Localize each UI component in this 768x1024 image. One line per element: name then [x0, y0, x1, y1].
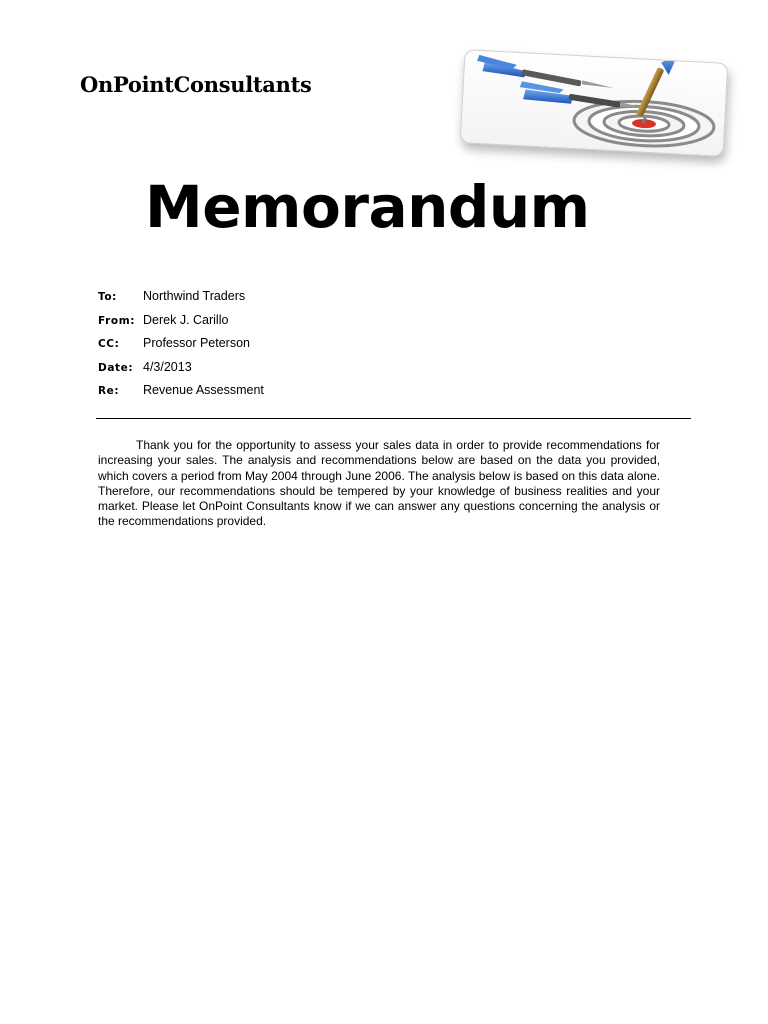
field-label-date: Date:: [98, 361, 134, 374]
field-label-re: Re:: [98, 385, 120, 397]
field-value-from: Derek J. Carillo: [143, 312, 229, 327]
field-cc: [98, 335, 690, 359]
field-value-to: Northwind Traders: [143, 289, 246, 303]
field-label-from: From:: [98, 314, 136, 327]
field-value-re: Revenue Assessment: [143, 383, 264, 397]
dartboard-with-darts-icon: [460, 49, 729, 157]
field-value-cc: Professor Peterson: [143, 336, 250, 350]
field-label-to: To:: [98, 291, 117, 303]
field-to: [98, 288, 690, 312]
field-value-date: 4/3/2013: [143, 359, 192, 374]
memo-title: Memorandum: [145, 173, 590, 241]
dart-1: [476, 55, 615, 88]
field-from: [98, 312, 690, 336]
memo-body-paragraph: Thank you for the opportunity to assess your sales data in order to provide recommendations for increasing your sales. The analysis and recommendations below are based on the data you provided, which covers a period from May 2004 through June 2006. The analysis below is based on this data alone. Therefore, our recommendations should be tempered by your knowledge of business realities and your market. Please let OnPoint Consultants know if we can answer any questions concerning the analysis or the recommendations provided.: [98, 438, 660, 529]
field-re: [98, 382, 690, 406]
memo-header-fields: [98, 288, 690, 406]
field-label-cc: CC:: [98, 338, 120, 350]
company-name: OnPointConsultants: [80, 72, 312, 97]
dart-2: [519, 81, 644, 109]
header-divider: [96, 418, 691, 419]
field-date: [98, 359, 690, 383]
